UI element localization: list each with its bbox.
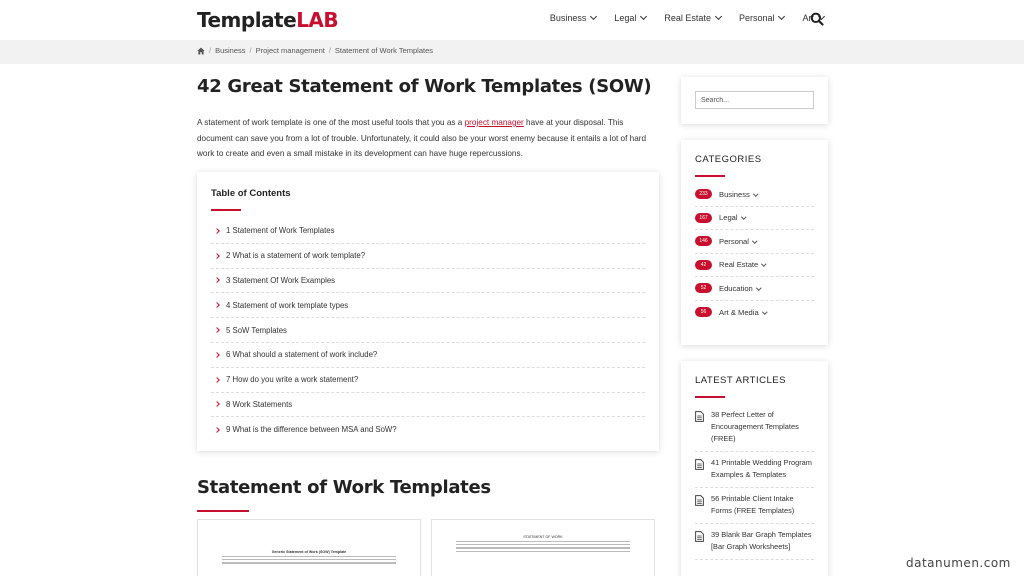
sidebar-search-card (681, 77, 828, 124)
toc-list (211, 219, 645, 442)
nav-item-business[interactable] (550, 13, 597, 23)
logo-lab-text: LAB (296, 8, 339, 32)
chevron-right-icon (214, 278, 220, 284)
nav-label: Business (549, 13, 587, 23)
category-list (695, 183, 814, 324)
intro-text-after: have at your disposal. This document can save you from a lot of trouble. Unfortunately, it could also be your worst enemy because it entails a lot of hard work to create and even a small mistake in its development can have huge repercussions. (197, 118, 647, 158)
chevron-down-icon (590, 13, 597, 20)
thumbnail-text-line (456, 544, 630, 545)
template-thumbnail[interactable] (431, 519, 655, 576)
toc-item-label: 5 SoW Templates (226, 325, 287, 335)
latest-article-title: 38 Perfect Letter of Encouragement Templates (FREE) (711, 410, 799, 443)
thumbnail-text-line (456, 541, 630, 542)
count-badge: 233 (695, 189, 712, 199)
category-item-personal[interactable] (695, 230, 814, 254)
toc-item-label: 2 What is a statement of work template? (226, 251, 366, 261)
search-icon[interactable] (810, 12, 824, 26)
nav-label: Art (802, 13, 814, 23)
section-title-underline (197, 510, 249, 512)
toc-item[interactable] (211, 393, 645, 418)
latest-article-title: 56 Printable Client Intake Forms (FREE Templates) (711, 494, 795, 515)
count-badge: 56 (695, 307, 712, 317)
latest-articles-card (681, 361, 828, 576)
category-label: Education (719, 283, 753, 293)
chevron-right-icon (214, 253, 220, 259)
thumbnail-text-line (222, 562, 396, 563)
breadcrumb-bar (0, 40, 1024, 64)
breadcrumb-item-project-management[interactable]: Project management (255, 46, 325, 55)
section-title: Statement of Work Templates (197, 477, 491, 498)
category-item-legal[interactable] (695, 207, 814, 231)
document-icon (695, 459, 704, 470)
breadcrumb-separator: / (249, 46, 252, 55)
toc-item-label: 9 What is the difference between MSA and SoW? (226, 425, 397, 435)
chevron-down-icon (762, 309, 767, 314)
document-icon (695, 531, 704, 542)
latest-articles-list (695, 404, 814, 560)
category-item-education[interactable] (695, 277, 814, 301)
chevron-right-icon (214, 427, 220, 433)
nav-label: Real Estate (664, 13, 711, 23)
latest-article-item[interactable] (695, 524, 814, 560)
chevron-down-icon (756, 285, 761, 290)
thumbnail-heading: Generic Statement of Work (SOW) Template (271, 550, 347, 554)
chevron-down-icon (762, 261, 767, 266)
categories-heading-underline (695, 175, 725, 177)
chevron-right-icon (214, 228, 220, 234)
toc-title-underline (211, 209, 241, 211)
category-label: Legal (719, 213, 738, 223)
table-of-contents (197, 172, 659, 451)
toc-item-label: 4 Statement of work template types (226, 300, 349, 310)
count-badge: 52 (695, 283, 712, 293)
latest-article-title: 41 Printable Wedding Program Examples & Templates (711, 458, 812, 479)
category-label: Art & Media (719, 307, 759, 317)
nav-label: Legal (614, 13, 637, 23)
chevron-right-icon (214, 302, 220, 308)
home-icon[interactable] (197, 47, 205, 55)
chevron-down-icon (778, 13, 785, 20)
breadcrumb-item-current: Statement of Work Templates (334, 46, 434, 55)
site-logo[interactable] (197, 8, 338, 32)
nav-label: Personal (738, 13, 775, 23)
latest-articles-heading: LATEST ARTICLES (695, 375, 786, 386)
chevron-right-icon (214, 377, 220, 383)
category-item-business[interactable] (695, 183, 814, 207)
toc-item-label: 3 Statement Of Work Examples (226, 275, 336, 285)
logo-template-text: Template (197, 8, 297, 32)
site-header (0, 0, 1024, 40)
chevron-right-icon (214, 352, 220, 358)
document-icon (695, 411, 704, 422)
nav-item-personal[interactable] (739, 13, 785, 23)
toc-item-label: 7 How do you write a work statement? (226, 375, 359, 385)
thumbnail-text-line (222, 559, 396, 560)
toc-item[interactable] (211, 318, 645, 343)
category-label: Business (719, 189, 750, 199)
chevron-down-icon (752, 238, 757, 243)
toc-item-label: 6 What should a statement of work include? (226, 350, 378, 360)
nav-item-real-estate[interactable] (664, 13, 721, 23)
chevron-down-icon (753, 191, 758, 196)
breadcrumb-separator: / (209, 46, 212, 55)
thumbnail-text-line (456, 551, 630, 552)
breadcrumb-item-business[interactable]: Business (215, 46, 246, 55)
count-badge: 167 (695, 213, 712, 223)
template-thumbnail[interactable] (197, 519, 421, 576)
document-icon (695, 495, 704, 506)
latest-article-item[interactable] (695, 404, 814, 452)
categories-card (681, 140, 828, 345)
chevron-right-icon (214, 327, 220, 333)
count-badge: 42 (695, 260, 712, 270)
count-badge: 146 (695, 236, 712, 246)
category-item-real-estate[interactable] (695, 254, 814, 278)
thumbnail-heading: STATEMENT OF WORK (523, 535, 563, 539)
category-label: Personal (719, 236, 749, 246)
toc-title: Table of Contents (211, 188, 291, 199)
toc-item[interactable] (211, 269, 645, 294)
chevron-down-icon (741, 214, 746, 219)
toc-item[interactable] (211, 343, 645, 368)
search-input[interactable] (695, 91, 814, 109)
latest-articles-heading-underline (695, 396, 725, 398)
toc-item-label: 8 Work Statements (226, 399, 293, 409)
categories-heading: CATEGORIES (695, 154, 762, 165)
project-manager-link[interactable]: project manager (464, 118, 524, 127)
intro-paragraph (197, 115, 659, 162)
breadcrumb (197, 46, 433, 55)
nav-item-legal[interactable] (614, 13, 646, 23)
toc-item[interactable] (211, 417, 645, 442)
thumbnail-text-line (456, 547, 630, 548)
toc-item-label: 1 Statement of Work Templates (226, 226, 335, 236)
chevron-down-icon (640, 13, 647, 20)
watermark: datanumen.com (906, 556, 1011, 570)
main-nav (550, 13, 824, 23)
category-label: Real Estate (719, 260, 759, 270)
toc-item[interactable] (211, 293, 645, 318)
breadcrumb-separator: / (328, 46, 331, 55)
latest-article-item[interactable] (695, 488, 814, 524)
chevron-down-icon (715, 13, 722, 20)
latest-article-title: 39 Blank Bar Graph Templates [Bar Graph Worksheets] (711, 530, 812, 551)
toc-item[interactable] (211, 368, 645, 393)
chevron-right-icon (214, 402, 220, 408)
intro-text-before: A statement of work template is one of the most useful tools that you as a (197, 118, 465, 127)
toc-item[interactable] (211, 219, 645, 244)
page-title: 42 Great Statement of Work Templates (SOW) (197, 76, 652, 97)
toc-item[interactable] (211, 244, 645, 269)
category-item-art-media[interactable] (695, 301, 814, 325)
latest-article-item[interactable] (695, 452, 814, 488)
thumbnail-text-line (222, 556, 396, 557)
